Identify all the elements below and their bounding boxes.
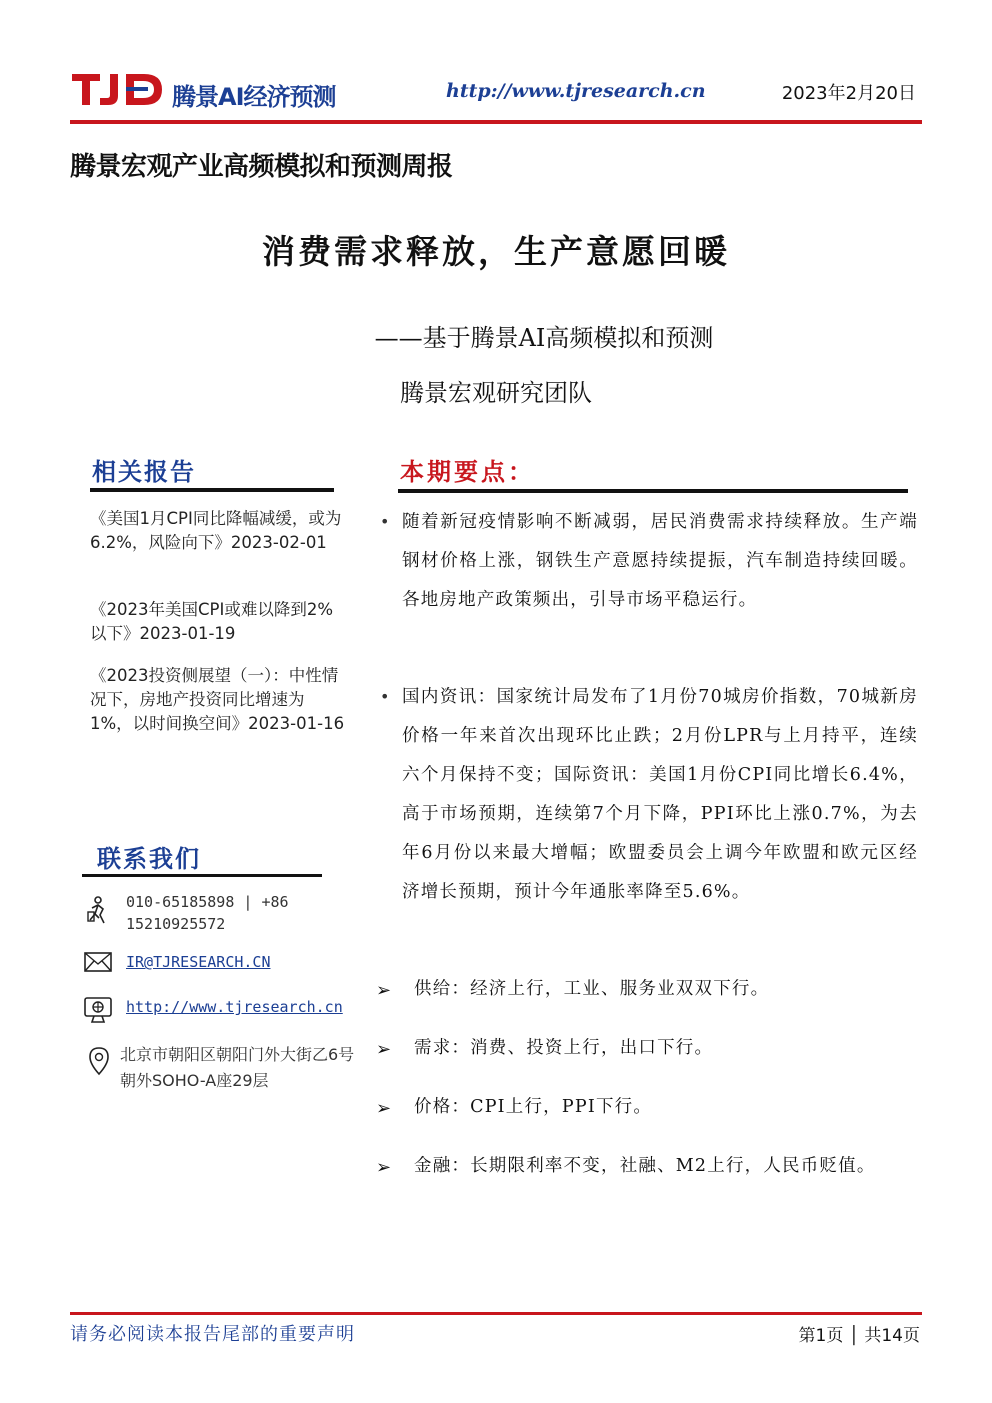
arrow-bullet-icon: ➢ xyxy=(376,980,392,1001)
location-icon xyxy=(88,1046,114,1072)
footer-disclaimer-note: 请务必阅读本报告尾部的重要声明 xyxy=(70,1324,355,1345)
phone-icon xyxy=(84,896,110,922)
logo-text: 腾景AI经济预测 xyxy=(172,83,336,111)
header-url[interactable]: http://www.tjresearch.cn xyxy=(446,80,706,102)
contact-email[interactable]: IR@TJRESEARCH.CN xyxy=(126,953,271,971)
key-point-supply: 供给：经济上行，工业、服务业双双下行。 xyxy=(414,979,770,999)
report-date: 2023年2月20日 xyxy=(781,83,916,104)
key-point-demand: 需求：消费、投资上行，出口下行。 xyxy=(414,1038,714,1058)
contact-phone: 010-65185898 | +86 15210925572 xyxy=(126,893,289,933)
key-point-paragraph: 随着新冠疫情影响不断减弱，居民消费需求持续释放。生产端钢材价格上涨，钢铁生产意愿持续提振，汽车制造持续回暖。各地房地产政策频出，引导市场平稳运行。 xyxy=(402,512,918,610)
tjd-logo xyxy=(70,70,164,108)
footer-divider xyxy=(70,1312,922,1315)
bullet-dot: • xyxy=(380,687,390,706)
arrow-bullet-icon: ➢ xyxy=(376,1157,392,1178)
related-report-item[interactable]: 《美国1月CPI同比降幅减缓，或为6.2%，风险向下》2023-02-01 xyxy=(90,509,342,552)
key-point-finance: 金融：长期限利率不变，社融、M2上行，人民币贬值。 xyxy=(414,1156,876,1176)
related-reports-divider xyxy=(90,488,334,492)
arrow-bullet-icon: ➢ xyxy=(376,1039,392,1060)
key-points-divider xyxy=(398,489,908,493)
mail-icon xyxy=(84,951,110,977)
contact-heading: 联系我们 xyxy=(97,844,201,873)
key-points-heading: 本期要点： xyxy=(400,457,535,486)
contact-website[interactable]: http://www.tjresearch.cn xyxy=(126,998,343,1016)
contact-address: 北京市朝阳区朝阳门外大街乙6号朝外SOHO-A座29层 xyxy=(120,1045,355,1090)
key-point-paragraph: 国内资讯：国家统计局发布了1月份70城房价指数，70城新房价格一年来首次出现环比止跌；2月份LPR与上月持平，连续六个月保持不变；国际资讯：美国1月份CPI同比增长6.4%，高于市场预期，连续第7个月下降，PPI环比上涨0.7%，为去年6月份以来最大增幅；欧盟委员会上调今年欧盟和欧元区经济增长预期，预计今年通胀率降至5.6%。 xyxy=(402,687,918,902)
series-title: 腾景宏观产业高频模拟和预测周报 xyxy=(70,152,453,182)
page-number: 第1页 │ 共14页 xyxy=(798,1326,920,1346)
arrow-bullet-icon: ➢ xyxy=(376,1098,392,1119)
contact-divider xyxy=(82,874,322,877)
web-icon xyxy=(84,996,110,1022)
related-report-item[interactable]: 《2023年美国CPI或难以降到2%以下》2023-01-19 xyxy=(90,600,334,643)
bullet-dot: • xyxy=(380,512,390,531)
report-title: 消费需求释放，生产意愿回暖 xyxy=(262,232,730,271)
key-point-price: 价格：CPI上行，PPI下行。 xyxy=(414,1097,653,1117)
report-subtitle: ——基于腾景AI高频模拟和预测 xyxy=(374,324,714,352)
related-report-item[interactable]: 《2023投资侧展望（一）：中性情况下，房地产投资同比增速为1%，以时间换空间》2023-01-16 xyxy=(90,666,345,733)
header-divider xyxy=(70,120,922,124)
tjd-logo-mark xyxy=(70,70,164,108)
related-reports-heading: 相关报告 xyxy=(92,457,196,486)
research-team: 腾景宏观研究团队 xyxy=(400,379,592,407)
